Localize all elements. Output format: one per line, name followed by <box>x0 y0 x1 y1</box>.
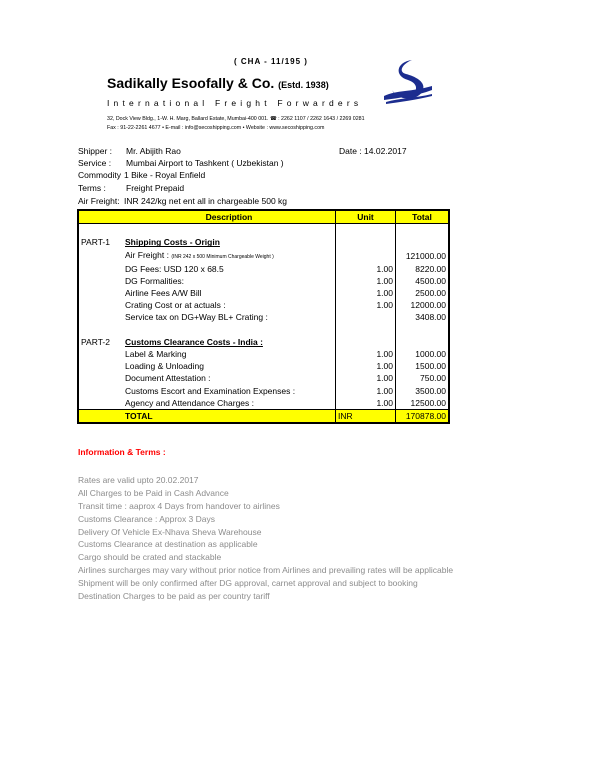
line-item-unit <box>336 249 396 263</box>
company-contact: Fax : 91-22-2261 4677 • E-mail : info@secoshipping.com • Website : www.secoshipping.com <box>107 125 325 131</box>
line-item-description: Air Freight : (INR 242 x 500 Minimum Chargeable Weight ) <box>125 249 274 260</box>
total-row <box>78 409 449 423</box>
line-item-description: Loading & Unloading <box>125 361 204 372</box>
header-unit: Unit <box>336 210 396 224</box>
company-address: 32, Dock View Bldg., 1-W. H. Marg, Ballard Estate, Mumbai-400 001. ☎ : 2262 1107 / 2262 1643 / 2269 0281 <box>107 116 365 122</box>
line-item-description: Document Attestation : <box>125 373 211 384</box>
line-item-description: Airline Fees A/W Bill <box>125 288 202 299</box>
line-item-description: Label & Marking <box>125 348 187 359</box>
header-description: Description <box>123 210 336 224</box>
air-freight-label: Air Freight: <box>78 196 120 206</box>
charges-table <box>77 209 450 424</box>
terms-line: Airlines surcharges may vary without prior notice from Airlines and prevailing rates will be applicable <box>78 565 454 576</box>
table-row <box>78 224 449 237</box>
header-blank-cell <box>78 210 123 224</box>
line-item-unit: 1.00 <box>336 299 396 311</box>
line-item-total: 1000.00 <box>396 348 450 360</box>
line-item-total: 4500.00 <box>396 275 450 287</box>
line-item-total: 3500.00 <box>396 384 450 396</box>
total-value: 170878.00 <box>396 409 450 423</box>
line-item-description: Crating Cost or at actuals : <box>125 300 226 311</box>
total-blank-cell <box>78 409 123 423</box>
line-item-unit: 1.00 <box>336 263 396 275</box>
line-item-total: 8220.00 <box>396 263 450 275</box>
table-row <box>78 299 449 311</box>
terms-line: Rates are valid upto 20.02.2017 <box>78 475 199 485</box>
part2-label: PART-2 <box>78 336 123 348</box>
total-label: TOTAL <box>123 409 336 423</box>
service-label: Service : <box>78 158 112 168</box>
part1-label: PART-1 <box>78 236 123 248</box>
terms-line: All Charges to be Paid in Cash Advance <box>78 487 229 498</box>
terms-line: Shipment will be only confirmed after DG approval, carnet approval and subject to booking <box>78 578 418 589</box>
terms-line: Transit time : aaprox 4 Days from handover to airlines <box>78 500 280 511</box>
line-item-unit <box>336 311 396 323</box>
company-name <box>107 75 329 91</box>
terms-line: Delivery Of Vehicle Ex-Nhava Sheva Warehouse <box>78 526 262 537</box>
company-estd: (Estd. 1938) <box>278 80 329 90</box>
cha-number: ( CHA - 11/195 ) <box>234 57 308 66</box>
terms-line: Cargo should be crated and stackable <box>78 552 222 563</box>
terms-list <box>78 474 453 603</box>
total-currency: INR <box>336 409 396 423</box>
commodity-label: Commodity <box>78 170 121 180</box>
seco-swan-logo-icon <box>382 56 434 106</box>
part2-title: Customs Clearance Costs - India : <box>125 336 263 347</box>
line-item-unit: 1.00 <box>336 348 396 360</box>
terms-title: Information & Terms : <box>78 447 166 457</box>
commodity-value: 1 Bike - Royal Enfield <box>124 170 206 180</box>
line-item-description: DG Formalities: <box>125 275 185 286</box>
table-row <box>78 384 449 396</box>
terms-line: Destination Charges to be paid as per country tariff <box>78 591 270 602</box>
shipper-label: Shipper : <box>78 146 113 156</box>
line-item-unit: 1.00 <box>336 287 396 299</box>
table-header-row <box>78 210 449 224</box>
table-row <box>78 249 449 263</box>
part1-title: Shipping Costs - Origin <box>125 237 220 248</box>
terms-label: Terms : <box>78 183 106 193</box>
company-name-text: Sadikally Esoofally & Co. <box>107 75 275 91</box>
line-item-total: 12000.00 <box>396 299 450 311</box>
air-freight-value: INR 242/kg net ent all in chargeable 500 kg <box>124 196 288 206</box>
line-item-description: Agency and Attendance Charges : <box>125 397 255 408</box>
line-item-total: 12500.00 <box>396 397 450 410</box>
table-row <box>78 311 449 323</box>
line-item-unit: 1.00 <box>336 397 396 410</box>
table-row <box>78 287 449 299</box>
table-row <box>78 263 449 275</box>
table-row <box>78 236 449 248</box>
line-item-total: 121000.00 <box>396 249 450 263</box>
line-item-description: Customs Escort and Examination Expenses : <box>125 385 296 396</box>
table-row <box>78 360 449 372</box>
line-item-note: (INR 242 x 500 Minimum Chargeable Weight ) <box>171 253 274 260</box>
line-item-description: DG Fees: USD 120 x 68.5 <box>125 263 224 274</box>
table-row <box>78 372 449 384</box>
quote-date: Date : 14.02.2017 <box>339 146 407 156</box>
line-item-unit: 1.00 <box>336 384 396 396</box>
company-tagline: International Freight Forwarders <box>107 98 363 108</box>
line-item-total: 3408.00 <box>396 311 450 323</box>
line-item-unit: 1.00 <box>336 372 396 384</box>
table-row <box>78 275 449 287</box>
terms-line: Customs Clearance : Approx 3 Days <box>78 513 216 524</box>
header-total: Total <box>396 210 450 224</box>
terms-value: Freight Prepaid <box>126 183 185 193</box>
line-item-total: 2500.00 <box>396 287 450 299</box>
service-value: Mumbai Airport to Tashkent ( Uzbekistan ) <box>126 158 284 168</box>
line-item-total: 750.00 <box>396 372 450 384</box>
shipper-value: Mr. Abijith Rao <box>126 146 181 156</box>
line-item-unit: 1.00 <box>336 275 396 287</box>
table-row <box>78 397 449 410</box>
table-row <box>78 348 449 360</box>
table-row <box>78 336 449 348</box>
line-item-description: Service tax on DG+Way BL+ Crating : <box>125 312 268 323</box>
table-row <box>78 324 449 336</box>
line-item-unit: 1.00 <box>336 360 396 372</box>
line-item-total: 1500.00 <box>396 360 450 372</box>
terms-line: Customs Clearance at destination as applicable <box>78 539 258 550</box>
